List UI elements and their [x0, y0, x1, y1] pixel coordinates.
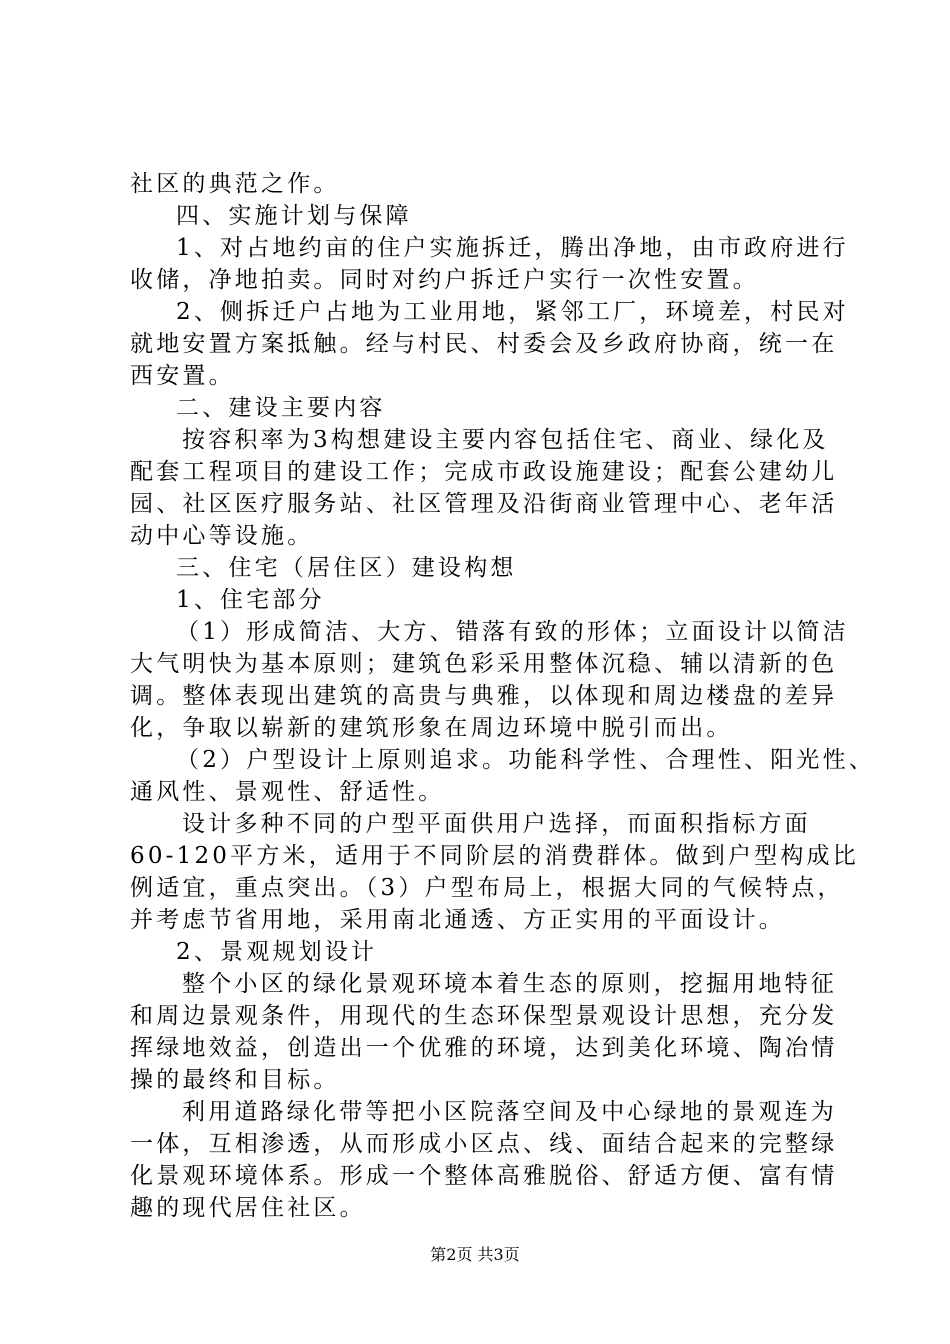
- text-line: 就地安置方案抵触。经与村民、村委会及乡政府协商，统一在: [130, 331, 838, 357]
- text-line: （1）形成简洁、大方、错落有致的形体；立面设计以简洁: [176, 619, 849, 645]
- section-heading: 三、住宅（居住区）建设构想: [176, 555, 517, 581]
- section-heading: 四、实施计划与保障: [176, 203, 412, 229]
- text-line: 60-120平方米，适用于不同阶层的消费群体。做到户型构成比: [130, 843, 859, 869]
- text-line: 和周边景观条件，用现代的生态环保型景观设计思想，充分发: [130, 1003, 838, 1029]
- text-line: 社区的典范之作。: [130, 171, 340, 197]
- text-line: 操的最终和目标。: [130, 1067, 340, 1093]
- text-line: 1、对占地约亩的住户实施拆迁，腾出净地，由市政府进行: [176, 235, 849, 261]
- text-line: 西安置。: [130, 363, 235, 389]
- text-line: 利用道路绿化带等把小区院落空间及中心绿地的景观连为: [182, 1099, 837, 1125]
- text-line: 并考虑节省用地，采用南北通透、方正实用的平面设计。: [130, 907, 785, 933]
- text-line: 园、社区医疗服务站、社区管理及沿街商业管理中心、老年活: [130, 491, 838, 517]
- section-heading: 二、建设主要内容: [176, 395, 386, 421]
- text-line: 收储，净地拍卖。同时对约户拆迁户实行一次性安置。: [130, 267, 759, 293]
- text-line: 按容积率为3构想建设主要内容包括住宅、商业、绿化及: [182, 427, 829, 453]
- text-line: 化景观环境体系。形成一个整体高雅脱俗、舒适方便、富有情: [130, 1163, 838, 1189]
- text-line: 例适宜，重点突出。（3）户型布局上，根据大同的气候特点，: [130, 875, 844, 901]
- subsection-heading: 1、住宅部分: [176, 587, 325, 613]
- text-line: （2）户型设计上原则追求。功能科学性、合理性、阳光性、: [176, 747, 876, 773]
- document-body: [130, 168, 876, 1224]
- subsection-heading: 2、景观规划设计: [176, 939, 378, 965]
- text-line: 配套工程项目的建设工作；完成市政设施建设；配套公建幼儿: [130, 459, 838, 485]
- text-line: 设计多种不同的户型平面供用户选择，而面积指标方面: [182, 811, 811, 837]
- text-line: 2、侧拆迁户占地为工业用地，紧邻工厂，环境差，村民对: [176, 299, 849, 325]
- text-line: 动中心等设施。: [130, 523, 314, 549]
- text-line: 一体，互相渗透，从而形成小区点、线、面结合起来的完整绿: [130, 1131, 838, 1157]
- text-line: 挥绿地效益，创造出一个优雅的环境，达到美化环境、陶冶情: [130, 1035, 838, 1061]
- text-line: 整个小区的绿化景观环境本着生态的原则，挖掘用地特征: [182, 971, 837, 997]
- text-line: 调。整体表现出建筑的高贵与典雅，以体现和周边楼盘的差异: [130, 683, 838, 709]
- text-line: 大气明快为基本原则；建筑色彩采用整体沉稳、辅以清新的色: [130, 651, 838, 677]
- page-number-footer: 第2页 共3页: [430, 1245, 520, 1264]
- text-line: 趣的现代居住社区。: [130, 1195, 366, 1221]
- text-line: 化，争取以崭新的建筑形象在周边环境中脱引而出。: [130, 715, 733, 741]
- text-line: 通风性、景观性、舒适性。: [130, 779, 445, 805]
